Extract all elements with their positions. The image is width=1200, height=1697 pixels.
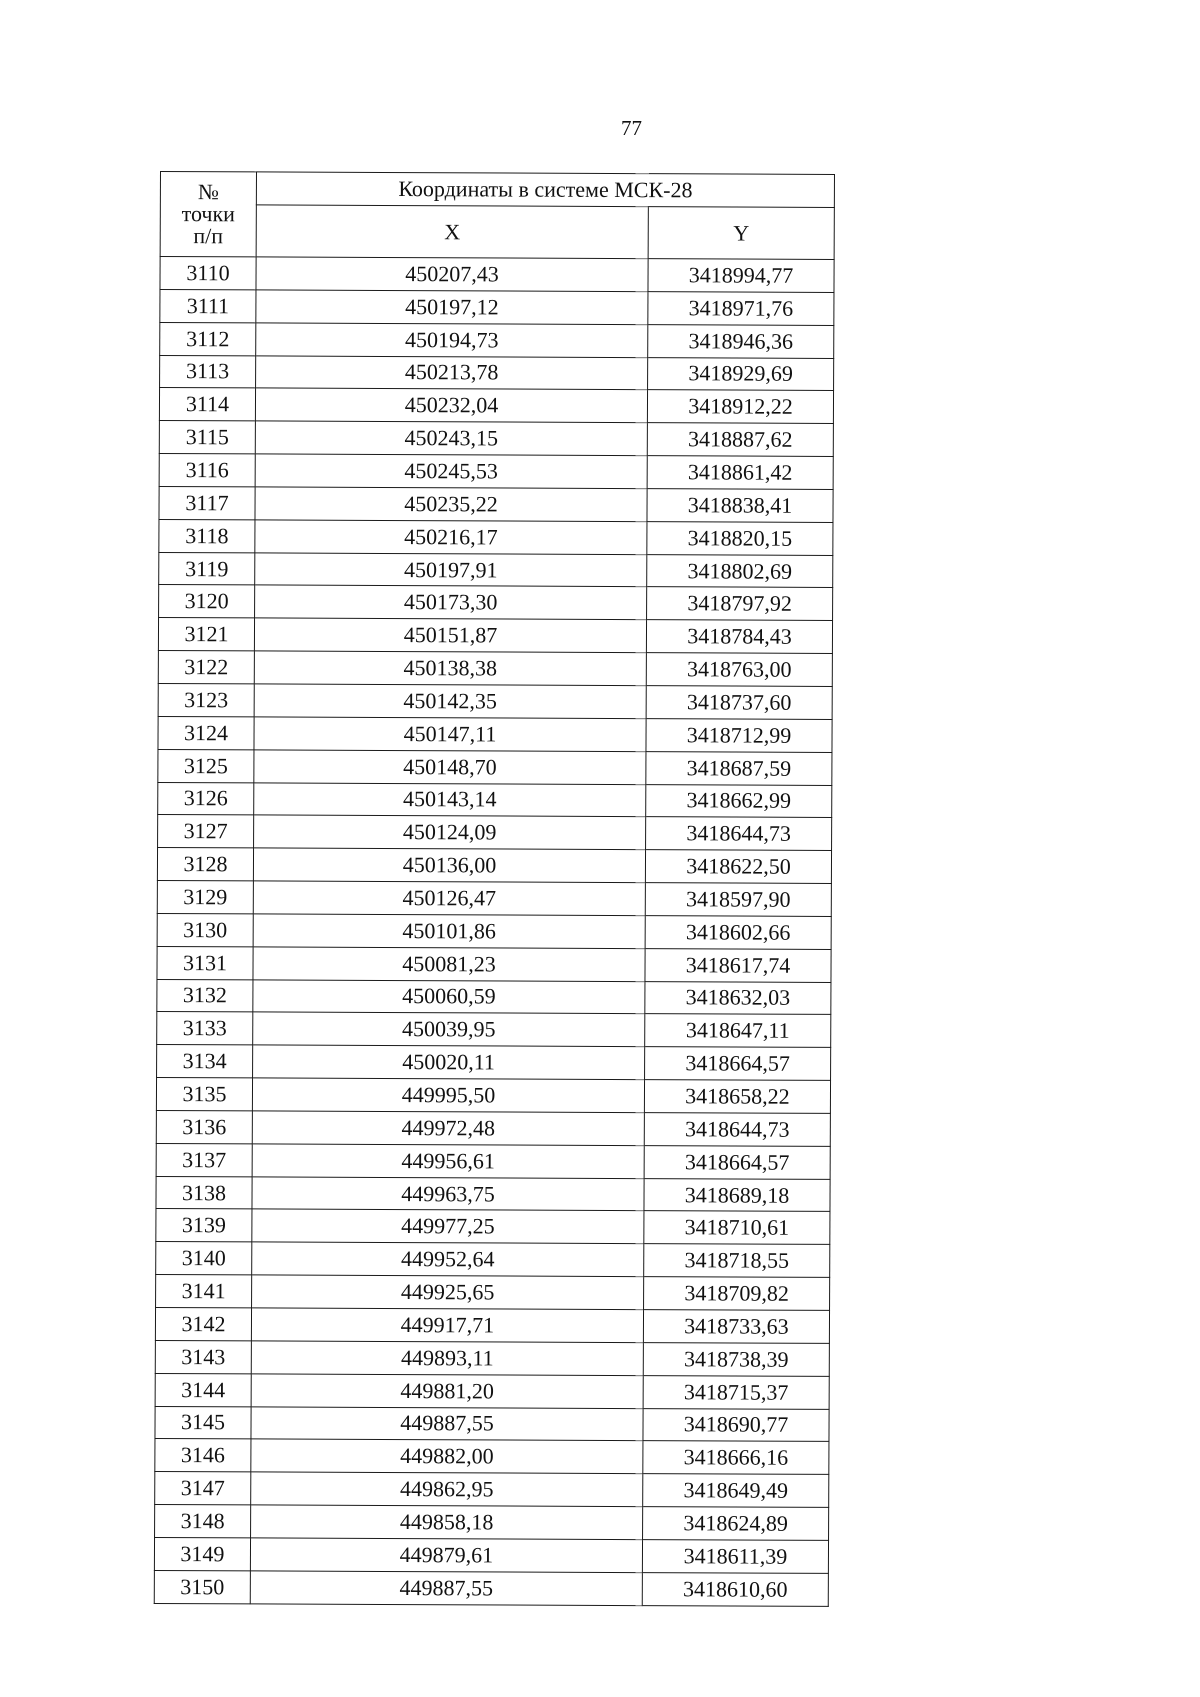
x-coordinate-cell: 450216,17 bbox=[255, 520, 647, 555]
x-coordinate-cell: 450136,00 bbox=[253, 848, 645, 883]
y-coordinate-cell: 3418617,74 bbox=[645, 948, 831, 982]
x-coordinate-cell: 450126,47 bbox=[253, 881, 645, 916]
point-number-cell: 3116 bbox=[159, 454, 255, 487]
x-coordinate-cell: 450143,14 bbox=[254, 782, 646, 817]
table-row bbox=[159, 585, 833, 621]
point-number-cell: 3124 bbox=[158, 716, 254, 749]
table-row bbox=[155, 1307, 829, 1343]
y-coordinate-cell: 3418797,92 bbox=[647, 587, 833, 621]
point-number-cell: 3144 bbox=[155, 1373, 251, 1406]
table-row bbox=[160, 257, 834, 293]
point-number-cell: 3137 bbox=[156, 1143, 252, 1176]
x-coordinate-cell: 450194,73 bbox=[256, 323, 648, 358]
point-number-header-line1: № bbox=[197, 179, 219, 205]
table-row bbox=[155, 1505, 829, 1541]
x-coordinate-cell: 450213,78 bbox=[256, 355, 648, 390]
point-number-cell: 3118 bbox=[159, 519, 255, 552]
point-number-header-line3: п/п bbox=[193, 223, 224, 249]
table-row bbox=[156, 1143, 830, 1179]
y-coordinate-cell: 3418912,22 bbox=[647, 390, 833, 424]
point-number-cell: 3133 bbox=[157, 1012, 253, 1045]
point-number-cell: 3111 bbox=[160, 289, 256, 322]
table-row bbox=[157, 979, 831, 1015]
x-coordinate-cell: 449963,75 bbox=[252, 1177, 644, 1212]
point-number-cell: 3110 bbox=[160, 257, 256, 290]
point-number-cell: 3135 bbox=[156, 1078, 252, 1111]
point-number-cell: 3142 bbox=[155, 1307, 251, 1340]
y-coordinate-cell: 3418644,73 bbox=[644, 1113, 830, 1147]
table-row bbox=[159, 486, 833, 522]
x-coordinate-cell: 450197,12 bbox=[256, 290, 648, 325]
x-coordinate-cell: 450039,95 bbox=[253, 1012, 645, 1047]
table-row bbox=[160, 355, 834, 391]
coordinates-table bbox=[154, 171, 835, 1607]
x-coordinate-cell: 449862,95 bbox=[251, 1472, 643, 1507]
table-row bbox=[155, 1373, 829, 1409]
table-row bbox=[155, 1439, 829, 1475]
y-coordinate-cell: 3418861,42 bbox=[647, 456, 833, 490]
point-number-cell: 3131 bbox=[157, 946, 253, 979]
point-number-cell: 3148 bbox=[155, 1505, 251, 1538]
point-number-cell: 3130 bbox=[157, 913, 253, 946]
x-coordinate-cell: 449882,00 bbox=[251, 1439, 643, 1474]
table-row bbox=[159, 552, 833, 588]
table-row bbox=[157, 881, 831, 917]
table-row bbox=[158, 683, 832, 719]
y-coordinate-cell: 3418624,89 bbox=[643, 1507, 829, 1541]
y-coordinate-cell: 3418710,61 bbox=[644, 1211, 830, 1245]
y-coordinate-cell: 3418838,41 bbox=[647, 489, 833, 523]
table-row bbox=[160, 322, 834, 358]
x-coordinate-cell: 449977,25 bbox=[252, 1209, 644, 1244]
x-coordinate-cell: 449917,71 bbox=[251, 1308, 643, 1343]
point-number-cell: 3120 bbox=[159, 585, 255, 618]
point-number-cell: 3117 bbox=[159, 486, 255, 519]
x-coordinate-cell: 449879,61 bbox=[250, 1538, 642, 1573]
point-number-cell: 3147 bbox=[155, 1472, 251, 1505]
table-row bbox=[156, 1078, 830, 1114]
point-number-cell: 3123 bbox=[158, 683, 254, 716]
y-coordinate-cell: 3418647,11 bbox=[645, 1014, 831, 1048]
y-coordinate-cell: 3418712,99 bbox=[646, 718, 832, 752]
table-row bbox=[158, 749, 832, 785]
table-row bbox=[159, 519, 833, 555]
point-number-cell: 3127 bbox=[158, 815, 254, 848]
y-coordinate-cell: 3418644,73 bbox=[646, 817, 832, 851]
table-row bbox=[156, 1242, 830, 1278]
table-row bbox=[158, 651, 832, 687]
table-row bbox=[160, 289, 834, 325]
point-number-cell: 3143 bbox=[155, 1340, 251, 1373]
y-coordinate-cell: 3418597,90 bbox=[645, 883, 831, 917]
point-number-cell: 3134 bbox=[157, 1045, 253, 1078]
y-coordinate-cell: 3418690,77 bbox=[643, 1408, 829, 1442]
point-number-header bbox=[160, 172, 256, 257]
y-coordinate-cell: 3418649,49 bbox=[643, 1474, 829, 1508]
point-number-cell: 3136 bbox=[156, 1110, 252, 1143]
point-number-cell: 3132 bbox=[157, 979, 253, 1012]
table-row bbox=[156, 1209, 830, 1245]
y-coordinate-cell: 3418687,59 bbox=[646, 751, 832, 785]
y-coordinate-cell: 3418709,82 bbox=[644, 1277, 830, 1311]
x-coordinate-cell: 450207,43 bbox=[256, 257, 648, 292]
y-column-header: Y bbox=[648, 207, 834, 259]
point-number-cell: 3139 bbox=[156, 1209, 252, 1242]
table-row bbox=[156, 1275, 830, 1311]
y-coordinate-cell: 3418929,69 bbox=[648, 357, 834, 391]
point-number-cell: 3113 bbox=[160, 355, 256, 388]
x-coordinate-cell: 450235,22 bbox=[255, 487, 647, 522]
point-number-cell: 3138 bbox=[156, 1176, 252, 1209]
point-number-cell: 3140 bbox=[156, 1242, 252, 1275]
table-row bbox=[156, 1176, 830, 1212]
y-coordinate-cell: 3418994,77 bbox=[648, 259, 834, 293]
x-coordinate-cell: 450124,09 bbox=[254, 815, 646, 850]
x-coordinate-cell: 449887,55 bbox=[251, 1406, 643, 1441]
table-row bbox=[155, 1472, 829, 1508]
x-coordinate-cell: 450232,04 bbox=[255, 388, 647, 423]
point-number-cell: 3126 bbox=[158, 782, 254, 815]
y-coordinate-cell: 3418602,66 bbox=[645, 915, 831, 949]
y-coordinate-cell: 3418664,57 bbox=[645, 1047, 831, 1081]
point-number-cell: 3112 bbox=[160, 322, 256, 355]
page-number: 77 bbox=[621, 116, 642, 140]
table-body bbox=[154, 257, 834, 1607]
table-row bbox=[159, 454, 833, 490]
y-coordinate-cell: 3418662,99 bbox=[646, 784, 832, 818]
y-coordinate-cell: 3418689,18 bbox=[644, 1178, 830, 1212]
point-number-cell: 3114 bbox=[159, 388, 255, 421]
x-coordinate-cell: 450147,11 bbox=[254, 717, 646, 752]
x-coordinate-cell: 450173,30 bbox=[255, 585, 647, 620]
y-coordinate-cell: 3418820,15 bbox=[647, 521, 833, 555]
y-coordinate-cell: 3418632,03 bbox=[645, 981, 831, 1015]
y-coordinate-cell: 3418622,50 bbox=[645, 850, 831, 884]
x-coordinate-cell: 449972,48 bbox=[252, 1111, 644, 1146]
table-row bbox=[157, 1045, 831, 1081]
table-row bbox=[158, 782, 832, 818]
y-coordinate-cell: 3418737,60 bbox=[646, 686, 832, 720]
x-coordinate-cell: 450142,35 bbox=[254, 684, 646, 719]
y-coordinate-cell: 3418887,62 bbox=[647, 423, 833, 457]
table-header bbox=[160, 172, 834, 260]
x-coordinate-cell: 450060,59 bbox=[253, 979, 645, 1014]
x-coordinate-cell: 449956,61 bbox=[252, 1144, 644, 1179]
x-coordinate-cell: 449887,55 bbox=[250, 1571, 642, 1606]
x-coordinate-cell: 449858,18 bbox=[251, 1505, 643, 1540]
point-number-cell: 3119 bbox=[159, 552, 255, 585]
point-number-cell: 3128 bbox=[157, 848, 253, 881]
x-coordinate-cell: 450148,70 bbox=[254, 750, 646, 785]
table-row bbox=[157, 913, 831, 949]
x-coordinate-cell: 449881,20 bbox=[251, 1374, 643, 1409]
point-number-cell: 3146 bbox=[155, 1439, 251, 1472]
y-coordinate-cell: 3418718,55 bbox=[644, 1244, 830, 1278]
x-coordinate-cell: 449995,50 bbox=[252, 1078, 644, 1113]
table-row bbox=[155, 1406, 829, 1442]
y-coordinate-cell: 3418715,37 bbox=[643, 1375, 829, 1409]
y-coordinate-cell: 3418971,76 bbox=[648, 291, 834, 325]
table-row bbox=[158, 618, 832, 654]
table-row bbox=[154, 1537, 828, 1573]
table-row bbox=[158, 815, 832, 851]
x-column-header: X bbox=[256, 205, 648, 258]
y-coordinate-cell: 3418946,36 bbox=[648, 324, 834, 358]
y-coordinate-cell: 3418738,39 bbox=[643, 1342, 829, 1376]
y-coordinate-cell: 3418664,57 bbox=[644, 1145, 830, 1179]
x-coordinate-cell: 450197,91 bbox=[255, 553, 647, 588]
x-coordinate-cell: 450138,38 bbox=[254, 651, 646, 686]
y-coordinate-cell: 3418763,00 bbox=[646, 653, 832, 687]
table-row bbox=[156, 1110, 830, 1146]
point-number-cell: 3141 bbox=[156, 1275, 252, 1308]
x-coordinate-cell: 449925,65 bbox=[252, 1275, 644, 1310]
x-coordinate-cell: 450081,23 bbox=[253, 947, 645, 982]
y-coordinate-cell: 3418658,22 bbox=[644, 1080, 830, 1114]
point-number-cell: 3115 bbox=[159, 421, 255, 454]
table-row bbox=[159, 421, 833, 457]
point-number-cell: 3150 bbox=[154, 1570, 250, 1603]
y-coordinate-cell: 3418666,16 bbox=[643, 1441, 829, 1475]
point-number-header-line2: точки bbox=[181, 201, 236, 227]
x-coordinate-cell: 450101,86 bbox=[253, 914, 645, 949]
table-row bbox=[157, 946, 831, 982]
point-number-cell: 3121 bbox=[158, 618, 254, 651]
point-number-cell: 3149 bbox=[154, 1537, 250, 1570]
y-coordinate-cell: 3418611,39 bbox=[642, 1540, 828, 1574]
table-row bbox=[154, 1570, 828, 1606]
table-row bbox=[157, 848, 831, 884]
x-coordinate-cell: 450151,87 bbox=[254, 618, 646, 653]
table-row bbox=[155, 1340, 829, 1376]
point-number-cell: 3125 bbox=[158, 749, 254, 782]
x-coordinate-cell: 450243,15 bbox=[255, 421, 647, 456]
y-coordinate-cell: 3418784,43 bbox=[646, 620, 832, 654]
x-coordinate-cell: 450020,11 bbox=[253, 1045, 645, 1080]
y-coordinate-cell: 3418733,63 bbox=[643, 1310, 829, 1344]
x-coordinate-cell: 449893,11 bbox=[251, 1341, 643, 1376]
table-row bbox=[158, 716, 832, 752]
point-number-cell: 3129 bbox=[157, 881, 253, 914]
x-coordinate-cell: 449952,64 bbox=[252, 1242, 644, 1277]
table-row bbox=[157, 1012, 831, 1048]
x-coordinate-cell: 450245,53 bbox=[255, 454, 647, 489]
point-number-cell: 3122 bbox=[158, 651, 254, 684]
y-coordinate-cell: 3418802,69 bbox=[647, 554, 833, 588]
y-coordinate-cell: 3418610,60 bbox=[642, 1572, 828, 1606]
coordinate-system-header: Координаты в системе МСК-28 bbox=[256, 172, 834, 208]
point-number-cell: 3145 bbox=[155, 1406, 251, 1439]
table-row bbox=[159, 388, 833, 424]
